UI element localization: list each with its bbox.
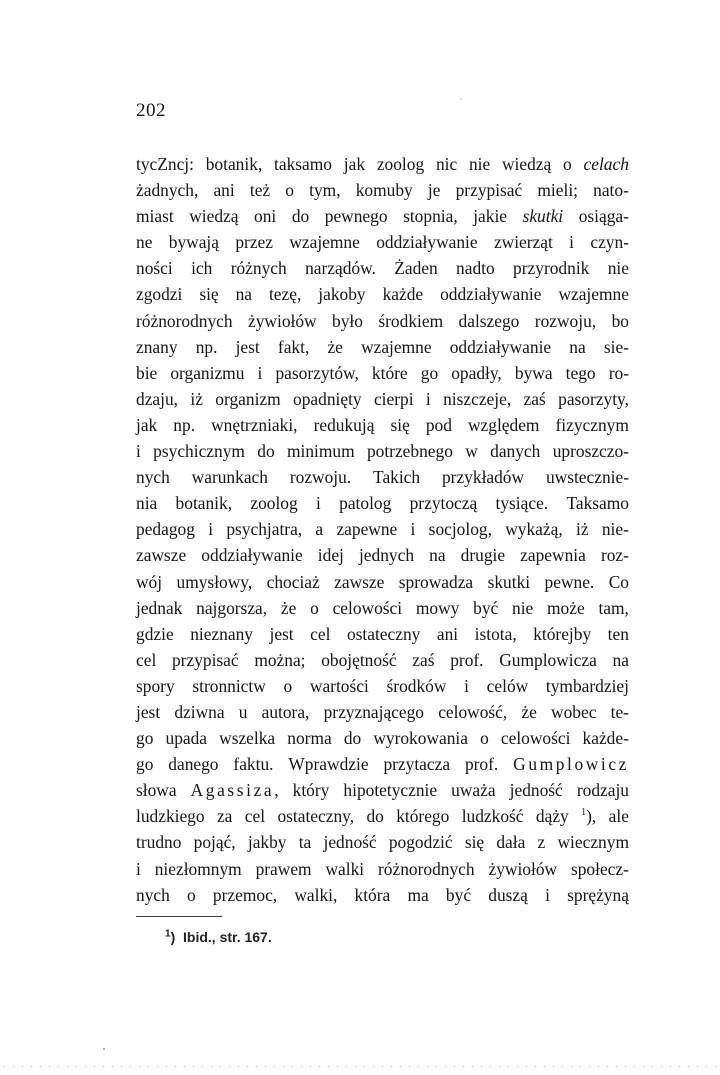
text-line — [136, 725, 629, 751]
scan-speck — [103, 1048, 105, 1050]
word: uwstecznie- — [545, 467, 629, 488]
word: warunkach — [191, 467, 268, 488]
word: wiedzą — [189, 206, 239, 227]
word: walki — [325, 858, 365, 879]
word: psychjatra, — [226, 519, 303, 540]
word: o — [310, 597, 319, 618]
word: być — [473, 597, 499, 618]
word: pedagog — [136, 519, 195, 540]
word: celowości — [332, 597, 403, 618]
word: pewne. — [544, 571, 595, 592]
word: drugie — [460, 545, 506, 566]
word: z — [537, 832, 546, 853]
word: celów — [486, 675, 529, 696]
word: skutki — [487, 571, 531, 592]
word: spory — [136, 675, 175, 696]
word: walki, — [294, 884, 338, 905]
word: ro- — [608, 362, 629, 383]
word: być — [445, 884, 472, 905]
word: pasorzyty, — [558, 388, 629, 409]
word: sprowadza — [398, 571, 474, 592]
text-line — [136, 647, 629, 673]
word: cel — [244, 806, 266, 827]
word: jest — [136, 701, 161, 722]
word: rodzaju — [576, 780, 629, 801]
text-line — [136, 334, 629, 360]
word: ich — [191, 258, 213, 279]
word: bo — [611, 310, 629, 331]
footnote — [165, 929, 272, 945]
word: nadto — [456, 258, 495, 279]
text-line — [136, 856, 629, 882]
word: wój — [136, 571, 163, 592]
word: miast — [136, 206, 174, 227]
word: celowości — [500, 728, 571, 749]
scan-speck — [460, 98, 462, 100]
word: autora, — [261, 701, 310, 722]
word: zapewnia — [520, 545, 586, 566]
word: na — [429, 545, 446, 566]
word: się — [390, 414, 410, 435]
word: ma — [407, 884, 429, 905]
word: różnorodnych — [136, 310, 233, 331]
word: np. — [173, 414, 196, 435]
word: zapewne — [336, 519, 398, 540]
word: nia — [136, 493, 158, 514]
word: tymbardziej — [545, 675, 629, 696]
word: tycZncj: — [136, 154, 194, 174]
word: oddziaływanie — [440, 284, 542, 305]
word: fizycznym — [555, 414, 629, 435]
word: prof. — [450, 649, 484, 670]
word: ale — [608, 806, 629, 827]
word: danego — [168, 754, 219, 775]
word: Co — [608, 571, 629, 592]
word: Gumplowicza — [499, 649, 597, 670]
word: taksamo — [274, 154, 332, 174]
word: ludzkiego — [136, 806, 205, 827]
text-line — [136, 360, 629, 386]
word: bywa — [514, 362, 553, 383]
word: wnętrzniaki, — [211, 414, 298, 435]
word: ta — [298, 832, 312, 853]
word: że — [521, 701, 537, 722]
word: nie — [512, 597, 534, 618]
word: zawsze — [334, 571, 385, 592]
word: oddziaływanie — [449, 336, 552, 357]
word: oni — [254, 206, 277, 227]
word: $^1$), — [581, 806, 597, 827]
word: że — [280, 597, 297, 618]
word: Żaden — [394, 258, 438, 279]
word: i — [425, 388, 431, 409]
footnote-marker-suffix: ) — [170, 929, 176, 945]
word: idej — [317, 545, 344, 566]
word: o — [285, 180, 294, 201]
word: zoolog — [376, 154, 425, 174]
text-line — [136, 569, 629, 595]
page-number: 202 — [136, 100, 166, 121]
word: najgorsza, — [196, 597, 268, 618]
footnote-text: Ibid., str. 167. — [183, 929, 272, 945]
word: o — [480, 728, 489, 749]
word: wobec — [551, 701, 597, 722]
word: tam, — [598, 597, 629, 618]
word: za — [216, 806, 233, 827]
word: norma — [287, 728, 332, 749]
word: organizmu — [170, 362, 245, 383]
word: tysiące. — [495, 493, 549, 514]
word: i — [569, 232, 575, 253]
word: Agassiza, — [190, 780, 279, 801]
word: jedność — [323, 832, 377, 853]
text-line — [136, 177, 629, 203]
body-text — [136, 151, 629, 908]
word: wykażą, — [505, 519, 563, 540]
word: uproszczo- — [552, 441, 629, 462]
word: jakby — [247, 832, 287, 853]
word: patolog — [339, 493, 392, 514]
text-line — [136, 255, 629, 281]
word: zawsze — [136, 545, 187, 566]
word: przypisać — [455, 180, 523, 201]
word: nato- — [593, 180, 629, 201]
text-line — [136, 673, 629, 699]
word: oddziaływanie — [376, 232, 478, 253]
word: czyn- — [590, 232, 629, 253]
word: wartości — [309, 675, 369, 696]
word: sprężyną — [567, 884, 629, 905]
word: trudno — [136, 832, 182, 853]
word: oddziaływanie — [201, 545, 303, 566]
word: Wprawdzie — [288, 754, 369, 775]
word: pasorzytów, — [275, 362, 359, 383]
word: może — [547, 597, 585, 618]
word: o — [187, 884, 196, 905]
text-line — [136, 464, 629, 490]
text-line — [136, 281, 629, 307]
word: faktu. — [233, 754, 274, 775]
word: ności — [136, 258, 173, 279]
word: środków — [386, 675, 447, 696]
word: np. — [195, 336, 218, 357]
word: tezę, — [268, 284, 302, 305]
word: ostateczny — [346, 623, 421, 644]
word: mieli; — [537, 180, 578, 201]
word: a — [315, 519, 324, 540]
text-line — [136, 203, 629, 229]
text-line — [136, 229, 629, 255]
text-line — [136, 516, 629, 542]
word: do — [343, 728, 362, 749]
word: do — [291, 206, 310, 227]
word: botanik, — [205, 154, 263, 174]
word: o — [563, 154, 572, 174]
word: które — [371, 362, 408, 383]
word: iż — [190, 388, 203, 409]
word: dąży — [535, 806, 569, 827]
word: bie — [136, 362, 158, 383]
word: przez — [235, 232, 273, 253]
word: obojętność — [321, 649, 397, 670]
text-line — [136, 542, 629, 568]
word: umysłowy, — [176, 571, 253, 592]
word: ten — [607, 623, 629, 644]
word: ludzkość — [461, 806, 524, 827]
word: celowość, — [438, 701, 508, 722]
word: w — [465, 441, 478, 462]
word: wzajemne — [361, 336, 432, 357]
text-line — [136, 151, 629, 177]
word: minimum — [286, 441, 355, 462]
footnote-marker: 1 — [165, 928, 171, 940]
word: potrzebnego — [366, 441, 453, 462]
word: na — [235, 284, 253, 305]
word: dała — [496, 832, 526, 853]
word: cel — [310, 623, 331, 644]
word: prof. — [464, 754, 499, 775]
word: istota, — [474, 623, 517, 644]
word: go — [136, 754, 154, 775]
word: stronnictw — [192, 675, 266, 696]
word: roz- — [600, 545, 629, 566]
word: danych — [490, 441, 541, 462]
text-line — [136, 386, 629, 412]
word: botanik, — [175, 493, 233, 514]
word: też — [249, 180, 271, 201]
word: dziwna — [174, 701, 225, 722]
word: skutki — [522, 206, 564, 227]
word: duszą — [488, 884, 528, 905]
word: do — [366, 806, 384, 827]
word: pojąć, — [193, 832, 236, 853]
word: niszczeje, — [443, 388, 512, 409]
word: je — [427, 180, 441, 201]
word: wiedzą — [502, 154, 552, 174]
word: Gumplowicz — [513, 754, 629, 775]
word: komuby — [355, 180, 413, 201]
word: bywają — [168, 232, 219, 253]
word: przyznającego — [323, 701, 425, 722]
word: przyrodnik — [513, 258, 590, 279]
word: jedność — [509, 780, 563, 801]
word: społecz- — [570, 858, 629, 879]
word: wszelka — [219, 728, 276, 749]
word: każde- — [582, 728, 629, 749]
word: można; — [254, 649, 306, 670]
word: narządów. — [305, 258, 376, 279]
word: zaś — [412, 649, 435, 670]
word: ani — [436, 623, 459, 644]
word: żywiołów — [488, 858, 558, 879]
text-line — [136, 412, 629, 438]
word: i — [464, 675, 469, 696]
word: nieznany — [190, 623, 253, 644]
word: redukują — [313, 414, 375, 435]
scan-edge-dots — [0, 1065, 720, 1068]
word: jak — [343, 154, 366, 174]
text-line — [136, 438, 629, 464]
word: przykładów — [441, 467, 525, 488]
word: rozwoju. — [289, 467, 352, 488]
word: i — [545, 884, 550, 905]
word: było — [332, 310, 363, 331]
word: która — [354, 884, 391, 905]
word: znany — [136, 336, 178, 357]
text-line — [136, 829, 629, 855]
word: go — [420, 362, 439, 383]
word: nie — [468, 154, 491, 174]
word: pogodzić — [388, 832, 453, 853]
word: chociaż — [266, 571, 320, 592]
footnote-separator — [136, 916, 222, 917]
word: którejby — [533, 623, 592, 644]
word: socjolog, — [428, 519, 492, 540]
word: opadły, — [451, 362, 502, 383]
word: jakoby — [318, 284, 366, 305]
word: sie- — [603, 336, 629, 357]
word: żadnych, — [136, 180, 199, 201]
text-line — [136, 751, 629, 777]
word: przytacza — [383, 754, 451, 775]
word: i — [136, 441, 141, 462]
word: i — [410, 519, 416, 540]
word: i — [257, 362, 263, 383]
word: opadnięty — [293, 388, 362, 409]
word: upada — [165, 728, 208, 749]
word: każde — [382, 284, 424, 305]
word: ne — [136, 232, 153, 253]
text-line — [136, 882, 629, 908]
word: uważa — [451, 780, 496, 801]
word: zaś — [523, 388, 546, 409]
text-line — [136, 308, 629, 334]
word: celach — [583, 154, 629, 174]
word: wzajemne — [558, 284, 629, 305]
word: jak — [136, 414, 158, 435]
word: przypisać — [171, 649, 239, 670]
word: nie- — [601, 519, 629, 540]
word: że — [327, 336, 343, 357]
word: Taksamo — [566, 493, 629, 514]
word: o — [283, 675, 293, 696]
word: i — [136, 858, 141, 879]
word: stopnia, — [403, 206, 458, 227]
word: wyrokowania — [373, 728, 468, 749]
word: środkiem — [378, 310, 444, 331]
text-line — [136, 699, 629, 725]
word: którego — [396, 806, 450, 827]
word: ani — [213, 180, 235, 201]
word: zoolog — [250, 493, 298, 514]
word: nych — [136, 884, 170, 905]
word: cierpi — [373, 388, 414, 409]
word: dalszego — [458, 310, 520, 331]
word: go — [136, 728, 154, 749]
word: ostateczny, — [277, 806, 355, 827]
word: jest — [269, 623, 294, 644]
word: nych — [136, 467, 170, 488]
word: wiecznym — [557, 832, 629, 853]
word: żywiołów — [248, 310, 317, 331]
word: osiąga- — [578, 206, 629, 227]
word: organizm — [215, 388, 281, 409]
text-line — [136, 621, 629, 647]
word: iż — [575, 519, 589, 540]
word: psychicznym — [153, 441, 245, 462]
word: cel — [136, 649, 157, 670]
word: i — [316, 493, 321, 514]
word: nic — [435, 154, 458, 174]
word: na — [612, 649, 629, 670]
word: wzajemne — [289, 232, 360, 253]
text-line — [136, 777, 629, 803]
word: i — [208, 519, 214, 540]
word: jednak — [136, 597, 183, 618]
word: różnorodnych — [378, 858, 475, 879]
word: się — [464, 832, 485, 853]
word: różnych — [230, 258, 287, 279]
word: zgodzi — [136, 284, 183, 305]
word: tym, — [309, 180, 341, 201]
word: jest — [235, 336, 260, 357]
word: niezłomnym — [154, 858, 242, 879]
word: słowa — [136, 780, 177, 801]
word: Takich — [373, 467, 421, 488]
word: mowy — [415, 597, 460, 618]
word: prawem — [255, 858, 312, 879]
word: do — [257, 441, 275, 462]
word: hipotetycznie — [343, 780, 438, 801]
word: tego — [565, 362, 596, 383]
word: się — [199, 284, 219, 305]
text-line — [136, 803, 629, 829]
word: dzaju, — [136, 388, 179, 409]
word: który — [292, 780, 330, 801]
word: pewnego — [324, 206, 388, 227]
word: pod — [425, 414, 452, 435]
word: fakt, — [277, 336, 310, 357]
word: u — [238, 701, 248, 722]
word: względem — [467, 414, 540, 435]
word: jakie — [473, 206, 508, 227]
word: na — [569, 336, 586, 357]
text-line — [136, 490, 629, 516]
text-line — [136, 595, 629, 621]
word: przemoc, — [212, 884, 278, 905]
word: te- — [610, 701, 629, 722]
word: gdzie — [136, 623, 174, 644]
word: przytoczą — [409, 493, 478, 514]
word: jednych — [358, 545, 415, 566]
word: zwierząt — [493, 232, 553, 253]
word: rozwoju, — [534, 310, 597, 331]
word: nie — [607, 258, 629, 279]
